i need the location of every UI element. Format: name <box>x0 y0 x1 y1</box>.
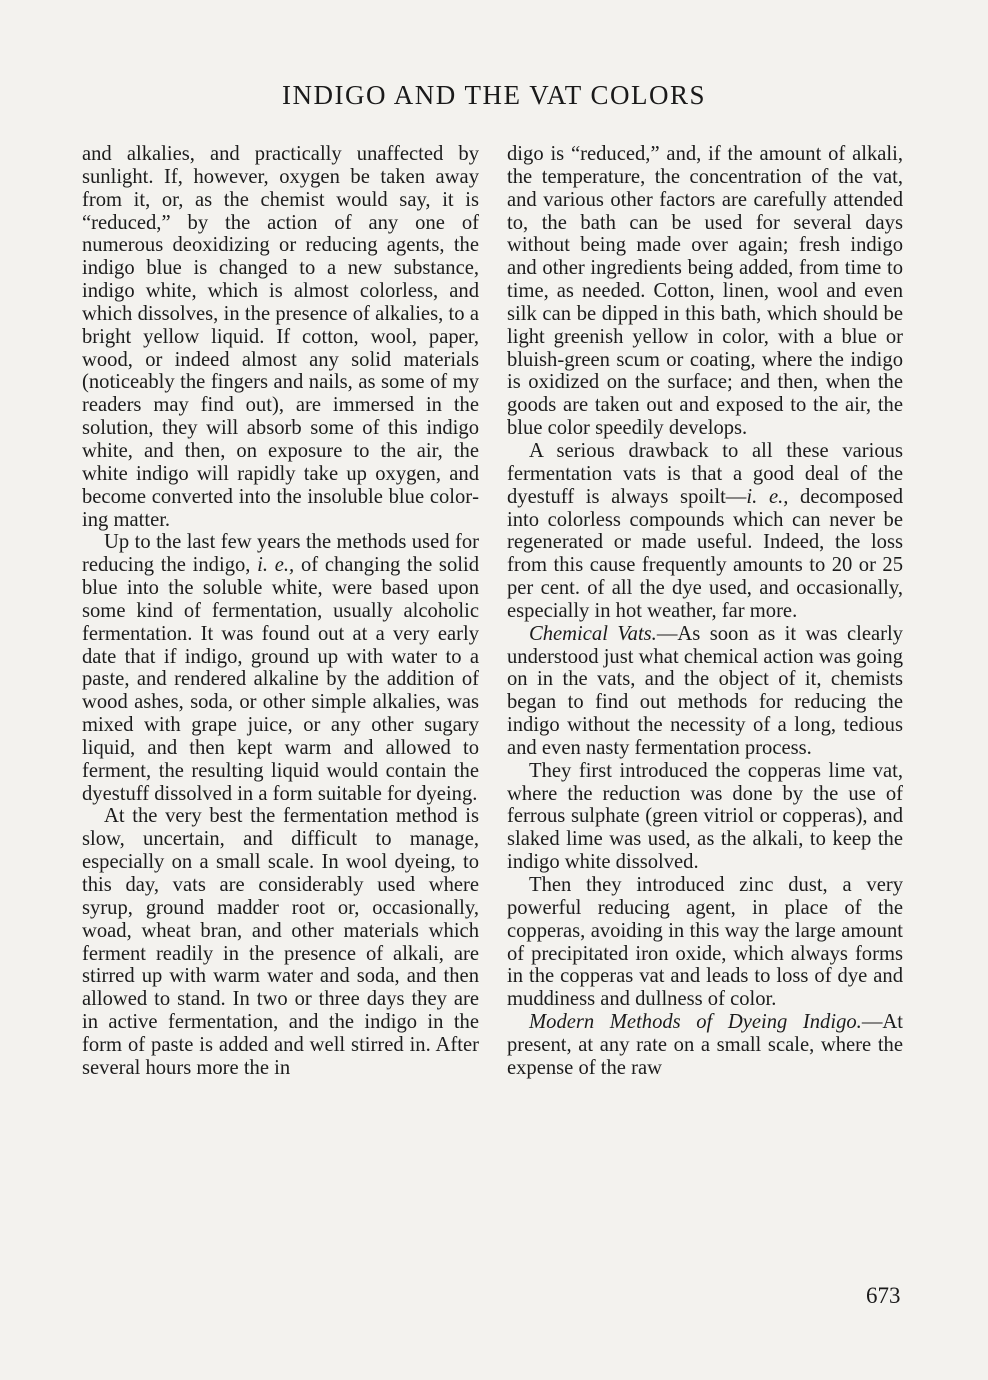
text-run: decomposed into colorless compounds which can never be regenerated or made useful. Indeed, the loss from this cause frequently amounts to 20 or 25 per cent. of all the dye used, and occasionally, especially in hot weather, far more. <box>507 485 903 622</box>
text-run: A serious drawback to all these various fermentation vats is that a good deal of the dyestuff is always spoilt— <box>507 439 903 508</box>
page-number: 673 <box>866 1283 901 1308</box>
text-run: —At present, at any rate on a small scale, where the expense of the raw <box>507 1011 903 1079</box>
abbreviation-ie: i. e., <box>746 485 789 508</box>
paragraph <box>507 623 903 760</box>
paragraph: They first introduced the copperas lime vat, where the reduction was done by the use of ferrous sulphate (green vitriol or copperas), and slaked lime was used, as the alkali, to keep the indigo white dissolved. <box>507 759 903 874</box>
paragraph <box>507 1011 903 1080</box>
text-run: Up to the last few years the methods used for reducing the indigo, <box>82 531 479 577</box>
paragraph: digo is “reduced,” and, if the amount of alkali, the temperature, the concentration of the vat, and various other factors are carefully attended to, the bath can be used for several days without being made over again; fresh indigo and other ingredients being added, from time to time, as needed. Cotton, linen, wool and even silk can be dipped in this bath, which should be light greenish yellow in color, with a blue or bluish-green scum or coating, where the indigo is oxidized on the surface; and then, when the goods are taken out and exposed to the air, the blue color speedily develops. <box>507 143 903 440</box>
text-run: —As soon as it was clearly understood just what chemical action was going on in the vats, and the object of it, chemists began to find out methods for reducing the indigo without the necessity of a long, tedious and even nasty fermentation process. <box>507 622 903 759</box>
paragraph <box>82 531 479 805</box>
paragraph: Then they introduced zinc dust, a very powerful reducing agent, in place of the copperas, avoiding in this way the large amount of precipitated iron oxide, which always forms in the copperas vat and leads to loss of dye and muddiness and dullness of color. <box>507 874 903 1011</box>
paragraph <box>507 440 903 623</box>
paragraph: and alkalies, and practically unaffected by sunlight. If, however, oxygen be taken away from it, or, as the chemist would say, it is “reduced,” by the action of any one of numerous deoxidizing or reducing agents, the indigo blue is changed to a new substance, indigo white, which is almost colorless, and which dissolves, in the presence of alkalies, to a bright yellow liquid. If cotton, wool, paper, wood, or indeed almost any solid materials (noticeably the fingers and nails, as some of my readers may find out), are immersed in the solution, they will absorb some of this indigo white, and then, on exposure to the air, the white indigo will rapidly take up oxygen, and become converted into the insoluble blue coloring matter. <box>82 143 479 531</box>
right-column <box>507 143 903 1080</box>
left-column <box>82 143 479 1080</box>
paragraph: At the very best the fermentation method is slow, uncertain, and difficult to manage, especially on a small scale. In wool dyeing, to this day, vats are considerably used where syrup, ground madder root or, occasionally, woad, wheat bran, and other materials which ferment readily in the presence of alkali, are stirred up with warm water and soda, and then allowed to stand. In two or three days they are in active fermentation, and the indigo in the form of paste is added and well stirred in. After several hours more the in <box>82 805 479 1079</box>
abbreviation-ie: i. e., <box>257 554 295 577</box>
text-run: of changing the solid blue into the soluble white, were based upon some kind of fermentation, usually alcoholic fermentation. It was found out at a very early date that if indigo, ground up with water to a paste, and rendered alkaline by the addition of wood ashes, soda, or other simple alkalies, was mixed with grape juice, or any other sugary liquid, and then kept warm and allowed to ferment, the resulting liquid would contain the dyestuff dissolved in a form suitable for dyeing. <box>82 554 479 805</box>
running-head: INDIGO AND THE VAT COLORS <box>281 80 707 110</box>
section-heading-modern-methods: Modern Methods of Dyeing Indigo. <box>529 1011 862 1034</box>
section-heading-chemical-vats: Chemical Vats. <box>529 622 657 645</box>
